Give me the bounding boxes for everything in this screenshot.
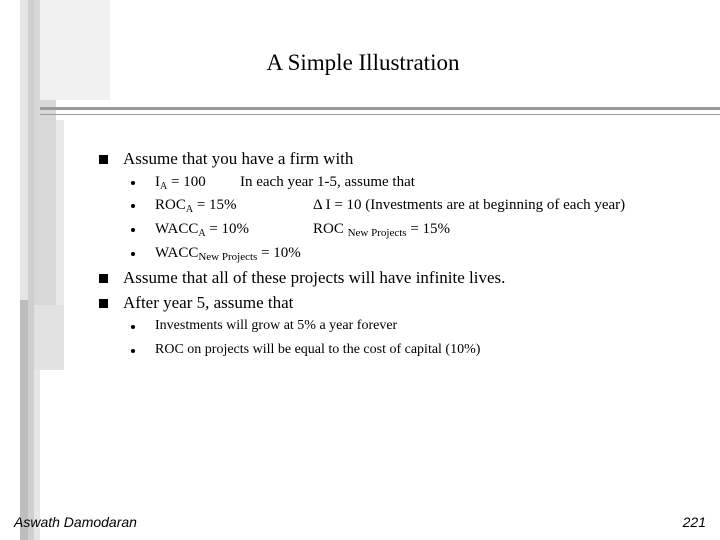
- sub-item-roc-equal: ROC on projects will be equal to the cost of capital (10%): [155, 342, 481, 357]
- sub-item-ia: $I_A = 100$: [155, 174, 206, 192]
- dot-bullet-icon: [131, 181, 135, 185]
- bullet-3: After year 5, assume that: [123, 293, 294, 312]
- bullet-1: Assume that you have a firm with: [123, 149, 354, 168]
- title-rule-thin: [40, 114, 720, 115]
- decor-bar-dark: [20, 300, 28, 540]
- sub-item-investment-growth: Investments will grow at 5% a year forever: [155, 318, 398, 333]
- sub-item-wacca: $WACC_A = 10\%$: [155, 221, 250, 239]
- sub-item-delta-investment: Δ I = 10 (Investments are at beginning of each year): [313, 197, 626, 213]
- dot-bullet-icon: [131, 252, 135, 256]
- decor-bar-block-3: [34, 305, 64, 370]
- page-number: 221: [682, 514, 706, 530]
- dot-bullet-icon: [131, 325, 135, 329]
- footer-author: Aswath Damodaran: [14, 514, 137, 530]
- sub-item-roca: $ROC_A = 15\%$: [155, 197, 237, 215]
- slide-title: A Simple Illustration: [266, 50, 460, 75]
- sub-item-assumption-heading: In each year 1-5, assume that: [240, 174, 415, 190]
- square-bullet-icon: [99, 274, 108, 283]
- square-bullet-icon: [99, 155, 108, 164]
- sub-item-roc-new-projects: ROC $_{New Projects}$ = 15%: [313, 221, 451, 239]
- dot-bullet-icon: [131, 228, 135, 232]
- dot-bullet-icon: [131, 349, 135, 353]
- title-rule: [40, 107, 720, 110]
- square-bullet-icon: [99, 299, 108, 308]
- dot-bullet-icon: [131, 204, 135, 208]
- bullet-2: Assume that all of these projects will have infinite lives.: [123, 268, 506, 287]
- sub-item-wacc-new-projects: $WACC_{New Projects} = 10\%$: [155, 245, 301, 263]
